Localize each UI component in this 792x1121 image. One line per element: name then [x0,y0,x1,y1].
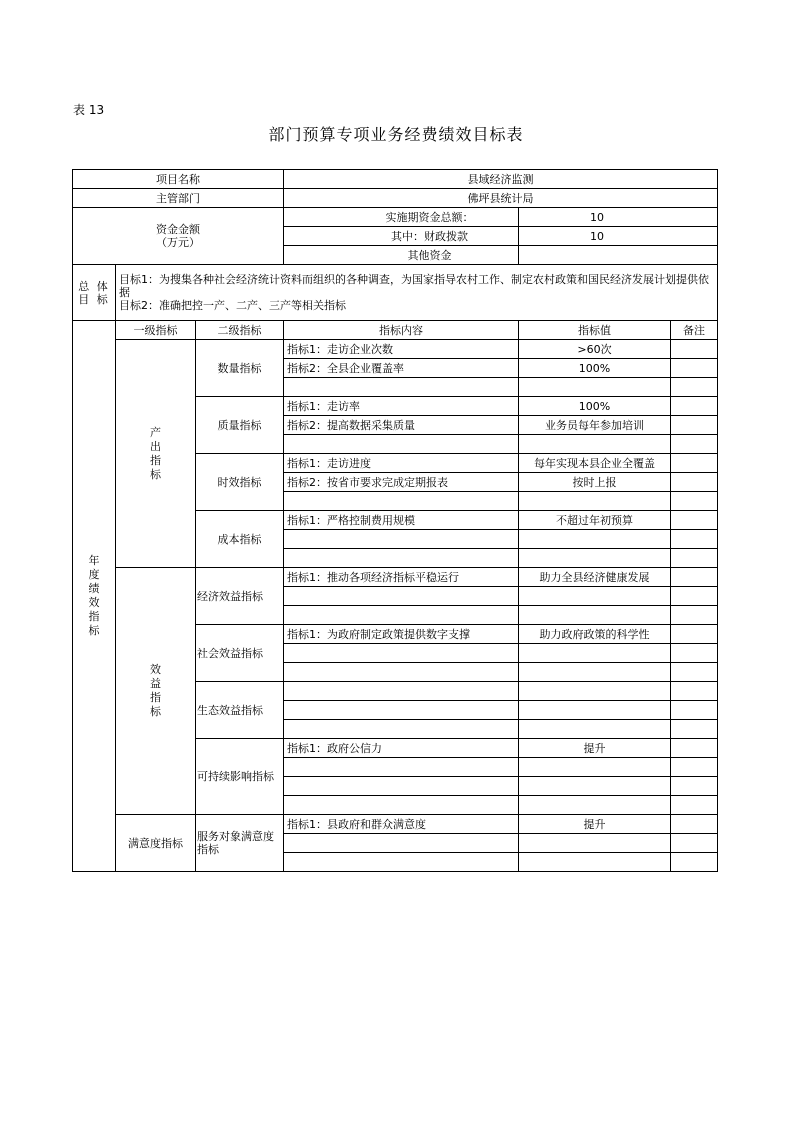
quality-row-2-content: 指标2：提高数据采集质量 [284,416,519,435]
empty-cell [671,834,718,853]
economic-row-1-content: 指标1：推动各项经济指标平稳运行 [284,568,519,587]
quantity-row-2-content: 指标2：全县企业覆盖率 [284,359,519,378]
satisfaction-indicators-label: 满意度指标 [116,815,196,872]
service-row-1-content: 指标1：县政府和群众满意度 [284,815,519,834]
table-number-label: 表 13 [73,103,105,117]
empty-cell [519,834,671,853]
social-row-1-note [671,625,718,644]
timeliness-row-2-content: 指标2：按省市要求完成定期报表 [284,473,519,492]
empty-cell [519,587,671,606]
quantity-row-2-note [671,359,718,378]
quality-row-1-value: 100% [519,397,671,416]
quantity-row-1-note [671,340,718,359]
annual-indicators-label: 年 度 绩 效 指 标 [73,321,116,872]
quality-indicators-label: 质量指标 [196,397,284,454]
cost-row-1-value: 不超过年初预算 [519,511,671,530]
empty-cell [519,720,671,739]
empty-cell [284,587,519,606]
empty-cell [671,549,718,568]
empty-cell [284,834,519,853]
empty-cell [671,530,718,549]
sustainable-row-1-note [671,739,718,758]
empty-cell [284,378,519,397]
empty-cell [671,777,718,796]
header-level1: 一级指标 [116,321,196,340]
ecological-benefit-label: 生态效益指标 [196,682,284,739]
empty-cell [284,435,519,454]
empty-cell [284,682,519,701]
empty-cell [671,606,718,625]
funds-total-label: 实施期资金总额： [284,208,519,227]
funds-total-value: 10 [519,208,718,227]
empty-cell [519,663,671,682]
benefit-indicators-label: 效 益 指 标 [116,568,196,815]
economic-row-1-value: 助力全县经济健康发展 [519,568,671,587]
empty-cell [519,682,671,701]
empty-cell [519,644,671,663]
cost-row-1-note [671,511,718,530]
empty-cell [284,549,519,568]
quantity-row-1-value: >60次 [519,340,671,359]
project-name-label: 项目名称 [73,170,284,189]
cost-row-1-content: 指标1：严格控制费用规模 [284,511,519,530]
empty-cell [519,530,671,549]
quantity-row-1-content: 指标1：走访企业次数 [284,340,519,359]
timeliness-row-1-note [671,454,718,473]
department-label: 主管部门 [73,189,284,208]
funds-other-value [519,246,718,265]
social-benefit-label: 社会效益指标 [196,625,284,682]
service-row-1-note [671,815,718,834]
empty-cell [671,758,718,777]
empty-cell [284,644,519,663]
empty-cell [671,796,718,815]
empty-cell [519,492,671,511]
quality-row-2-note [671,416,718,435]
timeliness-row-1-content: 指标1：走访进度 [284,454,519,473]
timeliness-row-2-value: 按时上报 [519,473,671,492]
empty-cell [671,701,718,720]
department-value: 佛坪县统计局 [284,189,718,208]
header-note: 备注 [671,321,718,340]
output-indicators-label: 产 出 指 标 [116,340,196,568]
empty-cell [519,606,671,625]
empty-cell [284,606,519,625]
quantity-indicators-label: 数量指标 [196,340,284,397]
funds-other-label: 其他资金 [284,246,519,265]
funds-label: 资金金额 [156,223,200,236]
service-row-1-value: 提升 [519,815,671,834]
economic-benefit-label: 经济效益指标 [196,568,284,625]
sustainable-impact-label: 可持续影响指标 [196,739,284,815]
header-level2: 二级指标 [196,321,284,340]
empty-cell [671,720,718,739]
empty-cell [519,378,671,397]
header-content: 指标内容 [284,321,519,340]
header-value: 指标值 [519,321,671,340]
empty-cell [519,435,671,454]
empty-cell [284,853,519,872]
empty-cell [284,758,519,777]
project-name-value: 县域经济监测 [284,170,718,189]
empty-cell [519,549,671,568]
quality-row-1-content: 指标1：走访率 [284,397,519,416]
quantity-row-2-value: 100% [519,359,671,378]
quality-row-2-value: 业务员每年参加培训 [519,416,671,435]
timeliness-row-1-value: 每年实现本县企业全覆盖 [519,454,671,473]
empty-cell [671,587,718,606]
empty-cell [519,777,671,796]
empty-cell [284,492,519,511]
sustainable-row-1-content: 指标1：政府公信力 [284,739,519,758]
overall-goal-2: 目标2：准确把控一产、二产、三产等相关指标 [119,299,346,312]
empty-cell [284,796,519,815]
empty-cell [284,530,519,549]
social-row-1-value: 助力政府政策的科学性 [519,625,671,644]
empty-cell [284,720,519,739]
empty-cell [284,663,519,682]
overall-goal-text [116,265,718,321]
funds-unit: （万元） [156,236,200,249]
document-title: 部门预算专项业务经费绩效目标表 [268,125,524,144]
empty-cell [519,701,671,720]
funds-label-cell [73,208,284,265]
empty-cell [671,663,718,682]
overall-goal-label: 总 体 目 标 [73,265,116,321]
timeliness-indicators-label: 时效指标 [196,454,284,511]
timeliness-row-2-note [671,473,718,492]
empty-cell [671,644,718,663]
empty-cell [671,682,718,701]
empty-cell [284,701,519,720]
service-satisfaction-label: 服务对象满意度指标 [196,815,284,872]
social-row-1-content: 指标1：为政府制定政策提供数字支撑 [284,625,519,644]
overall-goal-1: 目标1：为搜集各种社会经济统计资料而组织的各种调查，为国家指导农村工作、制定农村政策和国民经济发展计划提供依据 [119,273,709,299]
empty-cell [519,853,671,872]
sustainable-row-1-value: 提升 [519,739,671,758]
empty-cell [671,378,718,397]
funds-fiscal-label: 其中：财政拨款 [284,227,519,246]
empty-cell [671,492,718,511]
economic-row-1-note [671,568,718,587]
cost-indicators-label: 成本指标 [196,511,284,568]
quality-row-1-note [671,397,718,416]
empty-cell [519,758,671,777]
funds-fiscal-value: 10 [519,227,718,246]
empty-cell [671,853,718,872]
empty-cell [671,435,718,454]
empty-cell [519,796,671,815]
empty-cell [284,777,519,796]
performance-target-table [72,169,718,872]
